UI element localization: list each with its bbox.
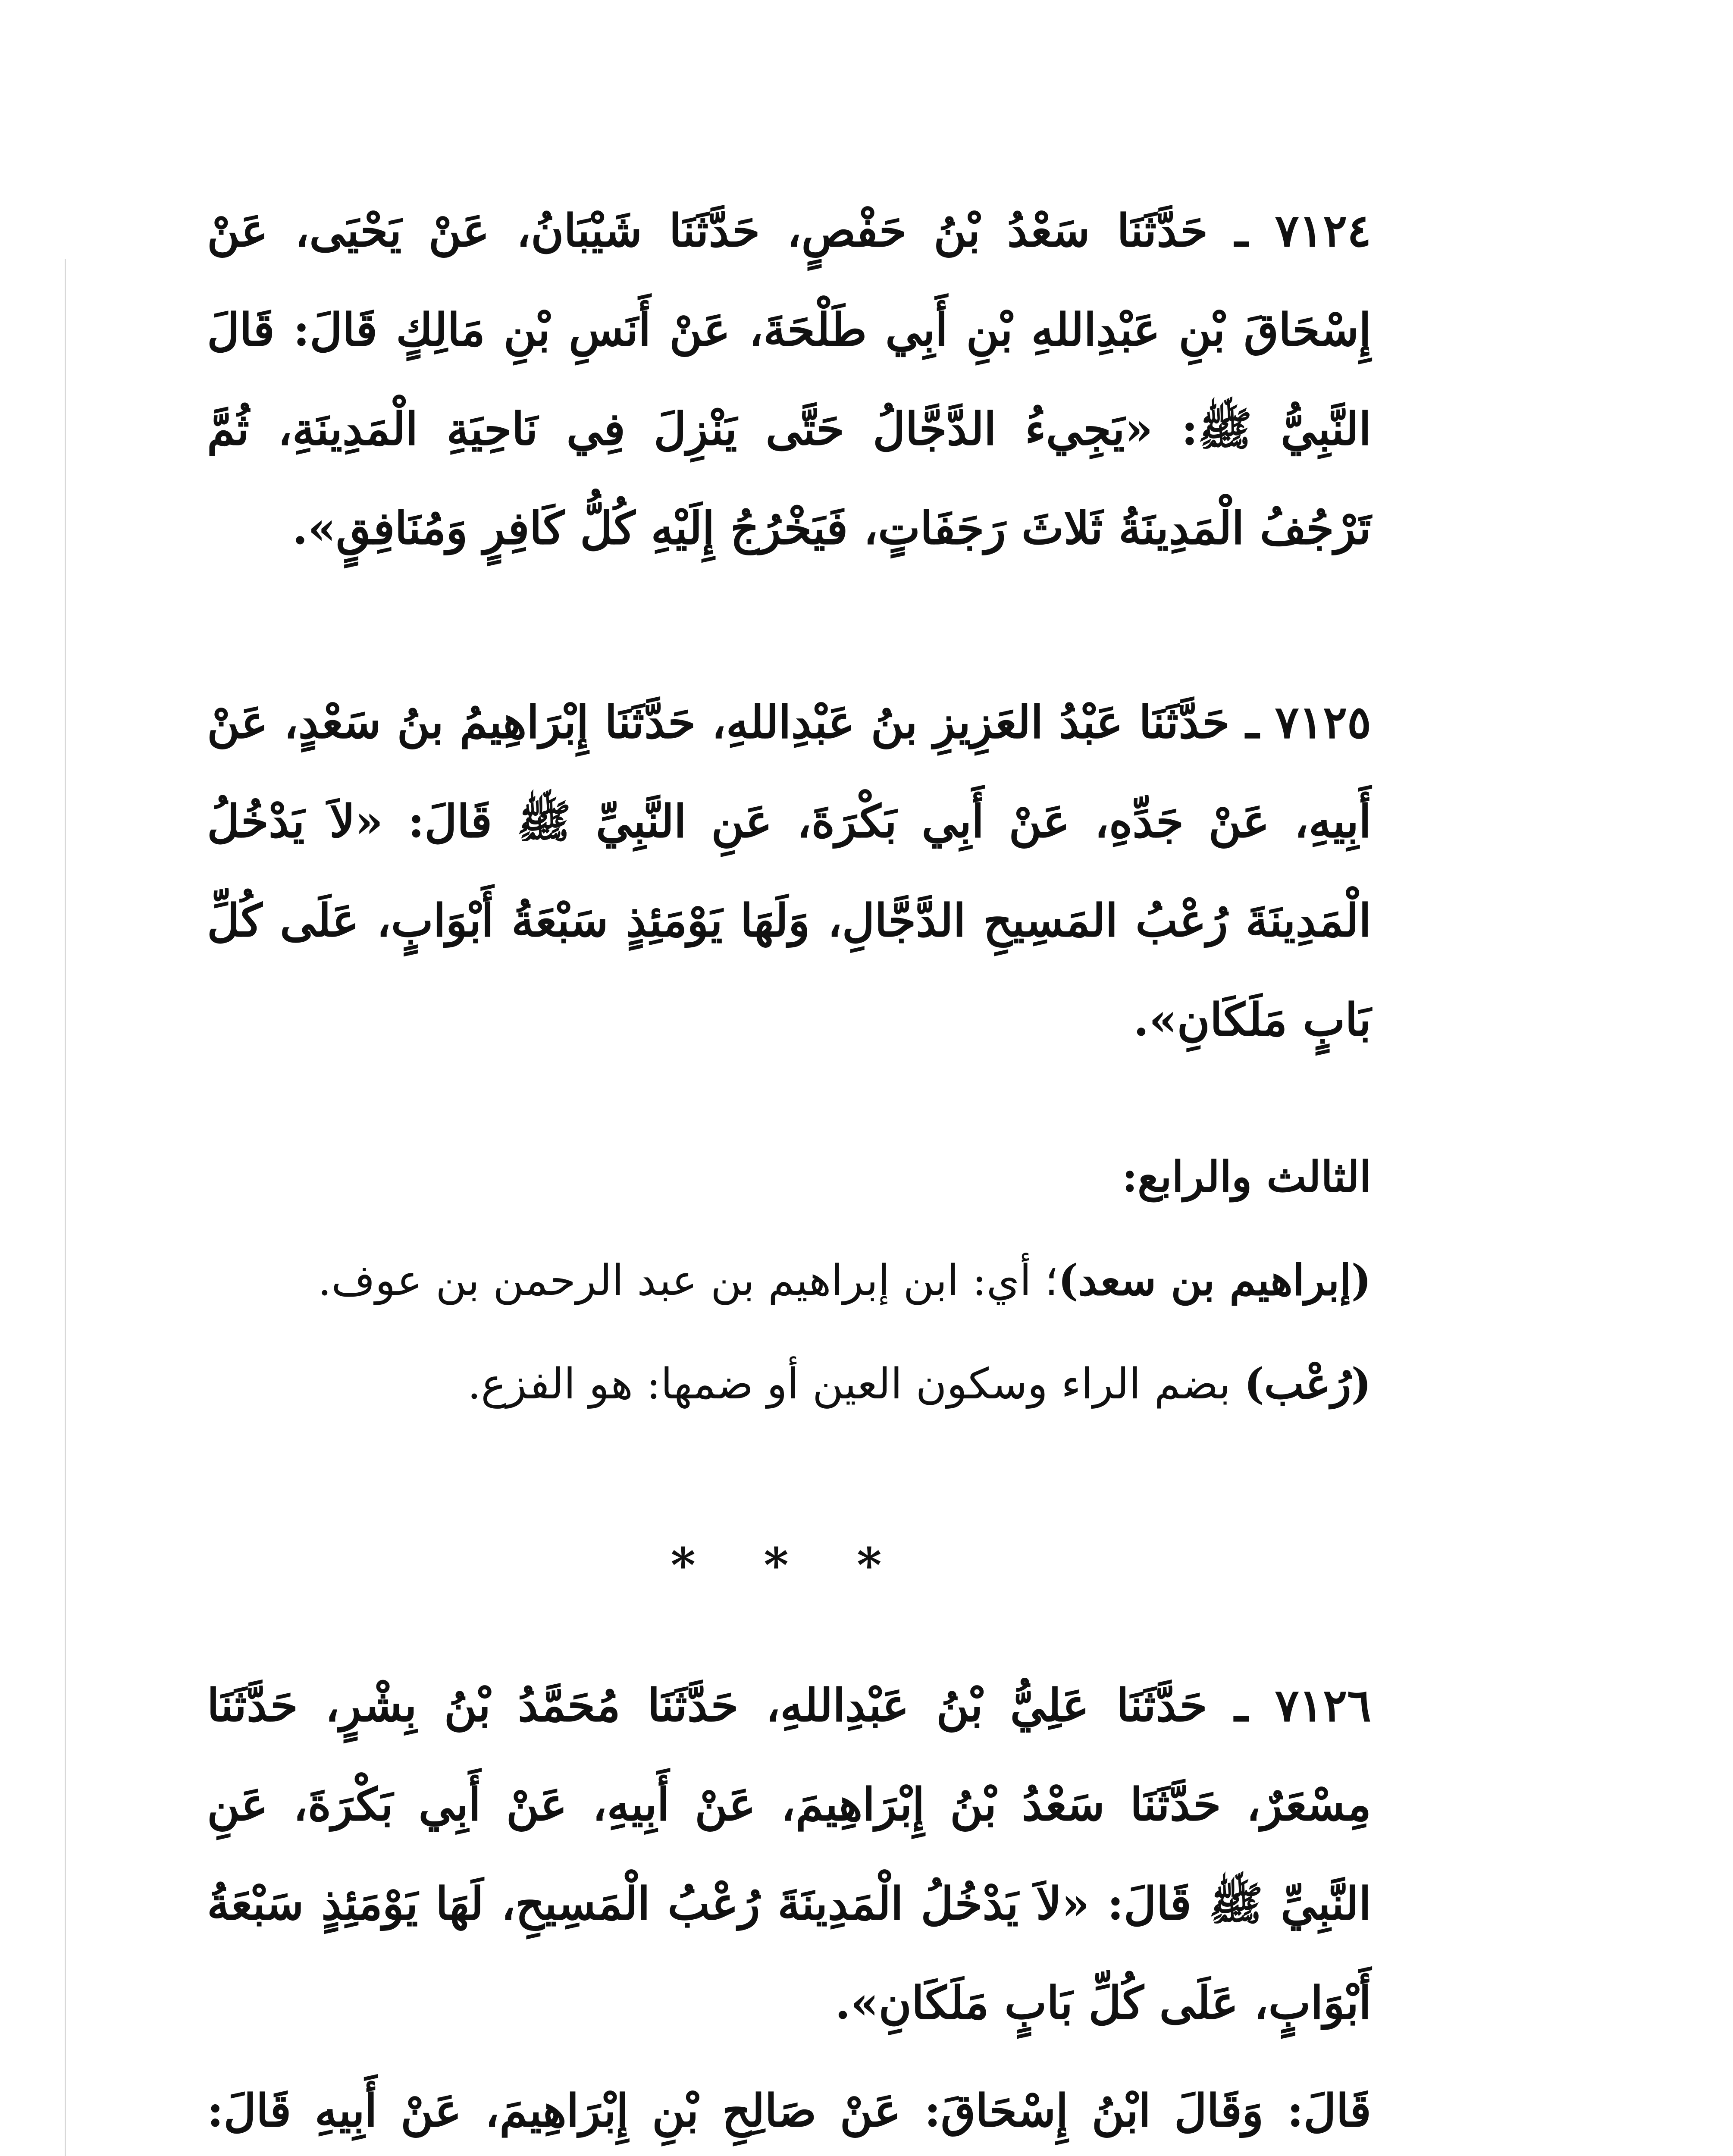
hadith-7126-addendum: قَالَ: وَقَالَ ابْنُ إِسْحَاقَ: عَنْ صَالِحِ بْنِ إِبْرَاهِيمَ، عَنْ أَبِيهِ قَالَ: [207,2084,1371,2137]
commentary-section [207,1125,1371,1436]
commentary-heading: الثالث والرابع: [1122,1152,1371,1202]
section-separator: * * * [671,1537,908,1593]
commentary-explanation-ibrahim: ؛ أي: ابن إبراهيم بن عبد الرحمن بن عوف. [318,1256,1059,1305]
left-scan-edge [65,259,66,2156]
hadith-7124: ٧١٢٤ ـ حَدَّثَنَا سَعْدُ بْنُ حَفْصٍ، حَدَّثَنَا شَيْبَانُ، عَنْ يَحْيَى، عَنْ إِسْحَاقَ بْنِ عَبْدِاللهِ بْنِ أَبِي طَلْحَةَ، عَنْ أَنَسِ بْنِ مَالِكٍ قَالَ: قَالَ النَّبِيُّ ﷺ: «يَجِيءُ الدَّجَّالُ حَتَّى يَنْزِلَ فِي نَاحِيَةِ الْمَدِينَةِ، ثُمَّ تَرْجُفُ الْمَدِينَةُ ثَلاثَ رَجَفَاتٍ، فَيَخْرُجُ إِلَيْهِ كُلُّ كَافِرٍ وَمُنَافِقٍ». [207,204,1371,555]
commentary-term-rub: (رُعْب) [1244,1359,1371,1409]
book-page [207,181,1371,2156]
commentary-line-rub [207,1332,1371,1436]
hadith-7126: ٧١٢٦ ـ حَدَّثَنَا عَلِيُّ بْنُ عَبْدِاللهِ، حَدَّثَنَا مُحَمَّدُ بْنُ بِشْرٍ، حَدَّثَنَا مِسْعَرٌ، حَدَّثَنَا سَعْدُ بْنُ إِبْرَاهِيمَ، عَنْ أَبِيهِ، عَنْ أَبِي بَكْرَةَ، عَنِ النَّبِيِّ ﷺ قَالَ: «لاَ يَدْخُلُ الْمَدِينَةَ رُعْبُ الْمَسِيحِ، لَهَا يَوْمَئِذٍ سَبْعَةُ أَبْوَابٍ، عَلَى كُلِّ بَابٍ مَلَكَانِ». [207,1679,1372,2029]
commentary-line-ibrahim [207,1229,1371,1332]
commentary-explanation-rub: بضم الراء وسكون العين أو ضمها: هو الفزع. [467,1360,1244,1409]
hadith-7125: ٧١٢٥ ـ حَدَّثَنَا عَبْدُ العَزِيزِ بنُ عَبْدِاللهِ، حَدَّثَنَا إِبْرَاهِيمُ بنُ سَعْدٍ، عَنْ أَبِيهِ، عَنْ جَدِّهِ، عَنْ أَبِي بَكْرَةَ، عَنِ النَّبِيِّ ﷺ قَالَ: «لاَ يَدْخُلُ الْمَدِينَةَ رُعْبُ المَسِيحِ الدَّجَّالِ، وَلَهَا يَوْمَئِذٍ سَبْعَةُ أَبْوَابٍ، عَلَى كُلِّ بَابٍ مَلَكَانِ». [207,696,1371,1046]
commentary-term-ibrahim: (إبراهيم بن سعد) [1058,1256,1371,1305]
